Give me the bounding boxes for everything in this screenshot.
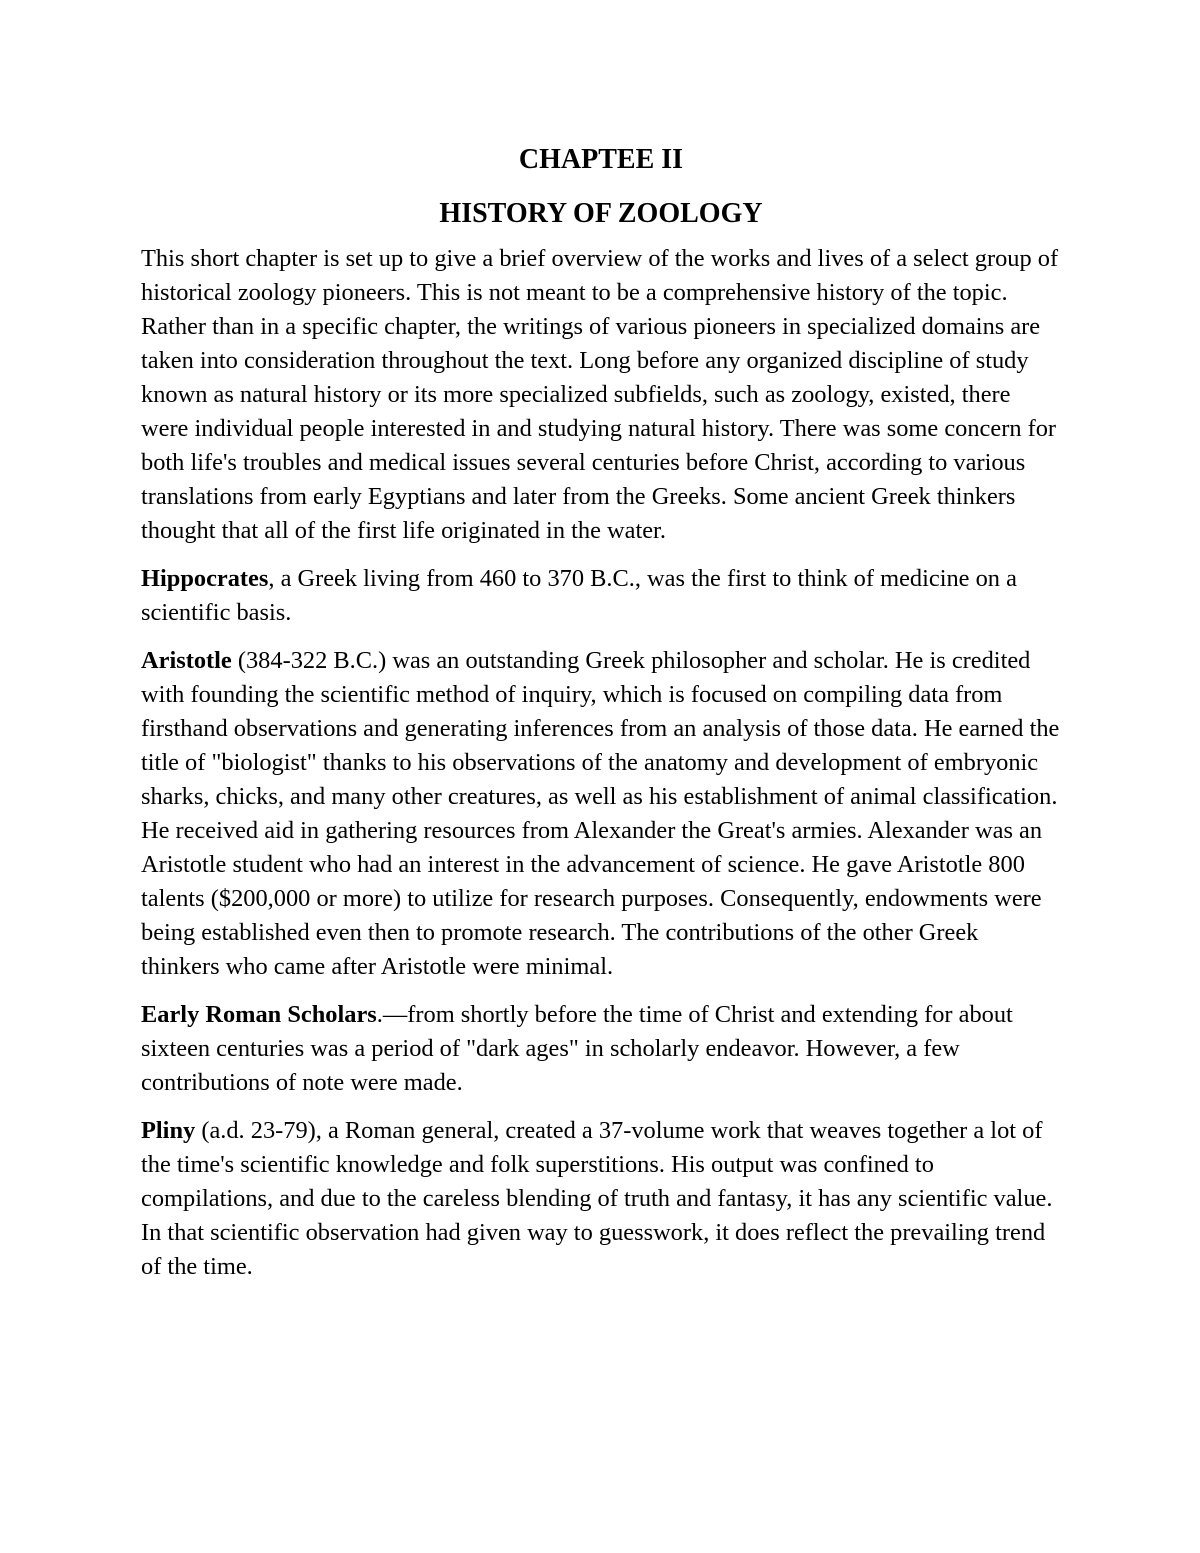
chapter-title: HISTORY OF ZOOLOGY — [439, 198, 763, 229]
chapter-number: CHAPTEE II — [518, 144, 684, 175]
paragraph-pliny — [141, 1114, 1061, 1284]
paragraph-hippocrates-text: , a Greek living from 460 to 370 B.C., was the first to think of medicine on a scientific basis. — [141, 565, 1017, 626]
term-aristotle: Aristotle — [141, 647, 232, 674]
paragraph-aristotle-text: (384-322 B.C.) was an outstanding Greek philosopher and scholar. He is credited with founding the scientific method of inquiry, which is focused on compiling data from firsthand observations and generating inferences from an analysis of those data. He earned the title of "biologist" thanks to his observations of the anatomy and development of embryonic sharks, chicks, and many other creatures, as well as his establishment of animal classification. He received aid in gathering resources from Alexander the Great's armies. Alexander was an Aristotle student who had an interest in the advancement of science. He gave Aristotle 800 talents ($200,000 or more) to utilize for research purposes. Consequently, endowments were being established even then to promote research. The contributions of the other Greek thinkers who came after Aristotle were minimal. — [141, 647, 1060, 980]
paragraph-early-roman-scholars-text: .—from shortly before the time of Christ and extending for about sixteen centuries was a period of "dark ages" in scholarly endeavor. However, a few contributions of note were made. — [141, 1001, 1013, 1096]
document-page — [141, 140, 1061, 1298]
paragraph-pliny-text: (a.d. 23-79), a Roman general, created a 37-volume work that weaves together a lot of the time's scientific knowledge and folk superstitions. His output was confined to compilations, and due to the careless blending of truth and fantasy, it has any scientific value. In that scientific observation had given way to guesswork, it does reflect the prevailing trend of the time. — [141, 1117, 1053, 1280]
paragraph-hippocrates — [141, 562, 1061, 630]
paragraph-early-roman-scholars — [141, 998, 1061, 1100]
intro-paragraph: This short chapter is set up to give a brief overview of the works and lives of a select group of historical zoology pioneers. This is not meant to be a comprehensive history of the topic. Rather than in a specific chapter, the writings of various pioneers in specialized domains are taken into consideration throughout the text. Long before any organized discipline of study known as natural history or its more specialized subfields, such as zoology, existed, there were individual people interested in and studying natural history. There was some concern for both life's troubles and medical issues several centuries before Christ, according to various translations from early Egyptians and later from the Greeks. Some ancient Greek thinkers thought that all of the first life originated in the water. — [141, 245, 1059, 544]
term-hippocrates: Hippocrates — [141, 565, 269, 592]
term-early-roman-scholars: Early Roman Scholars — [141, 1001, 377, 1028]
paragraph-aristotle — [141, 644, 1061, 984]
term-pliny: Pliny — [141, 1117, 196, 1144]
